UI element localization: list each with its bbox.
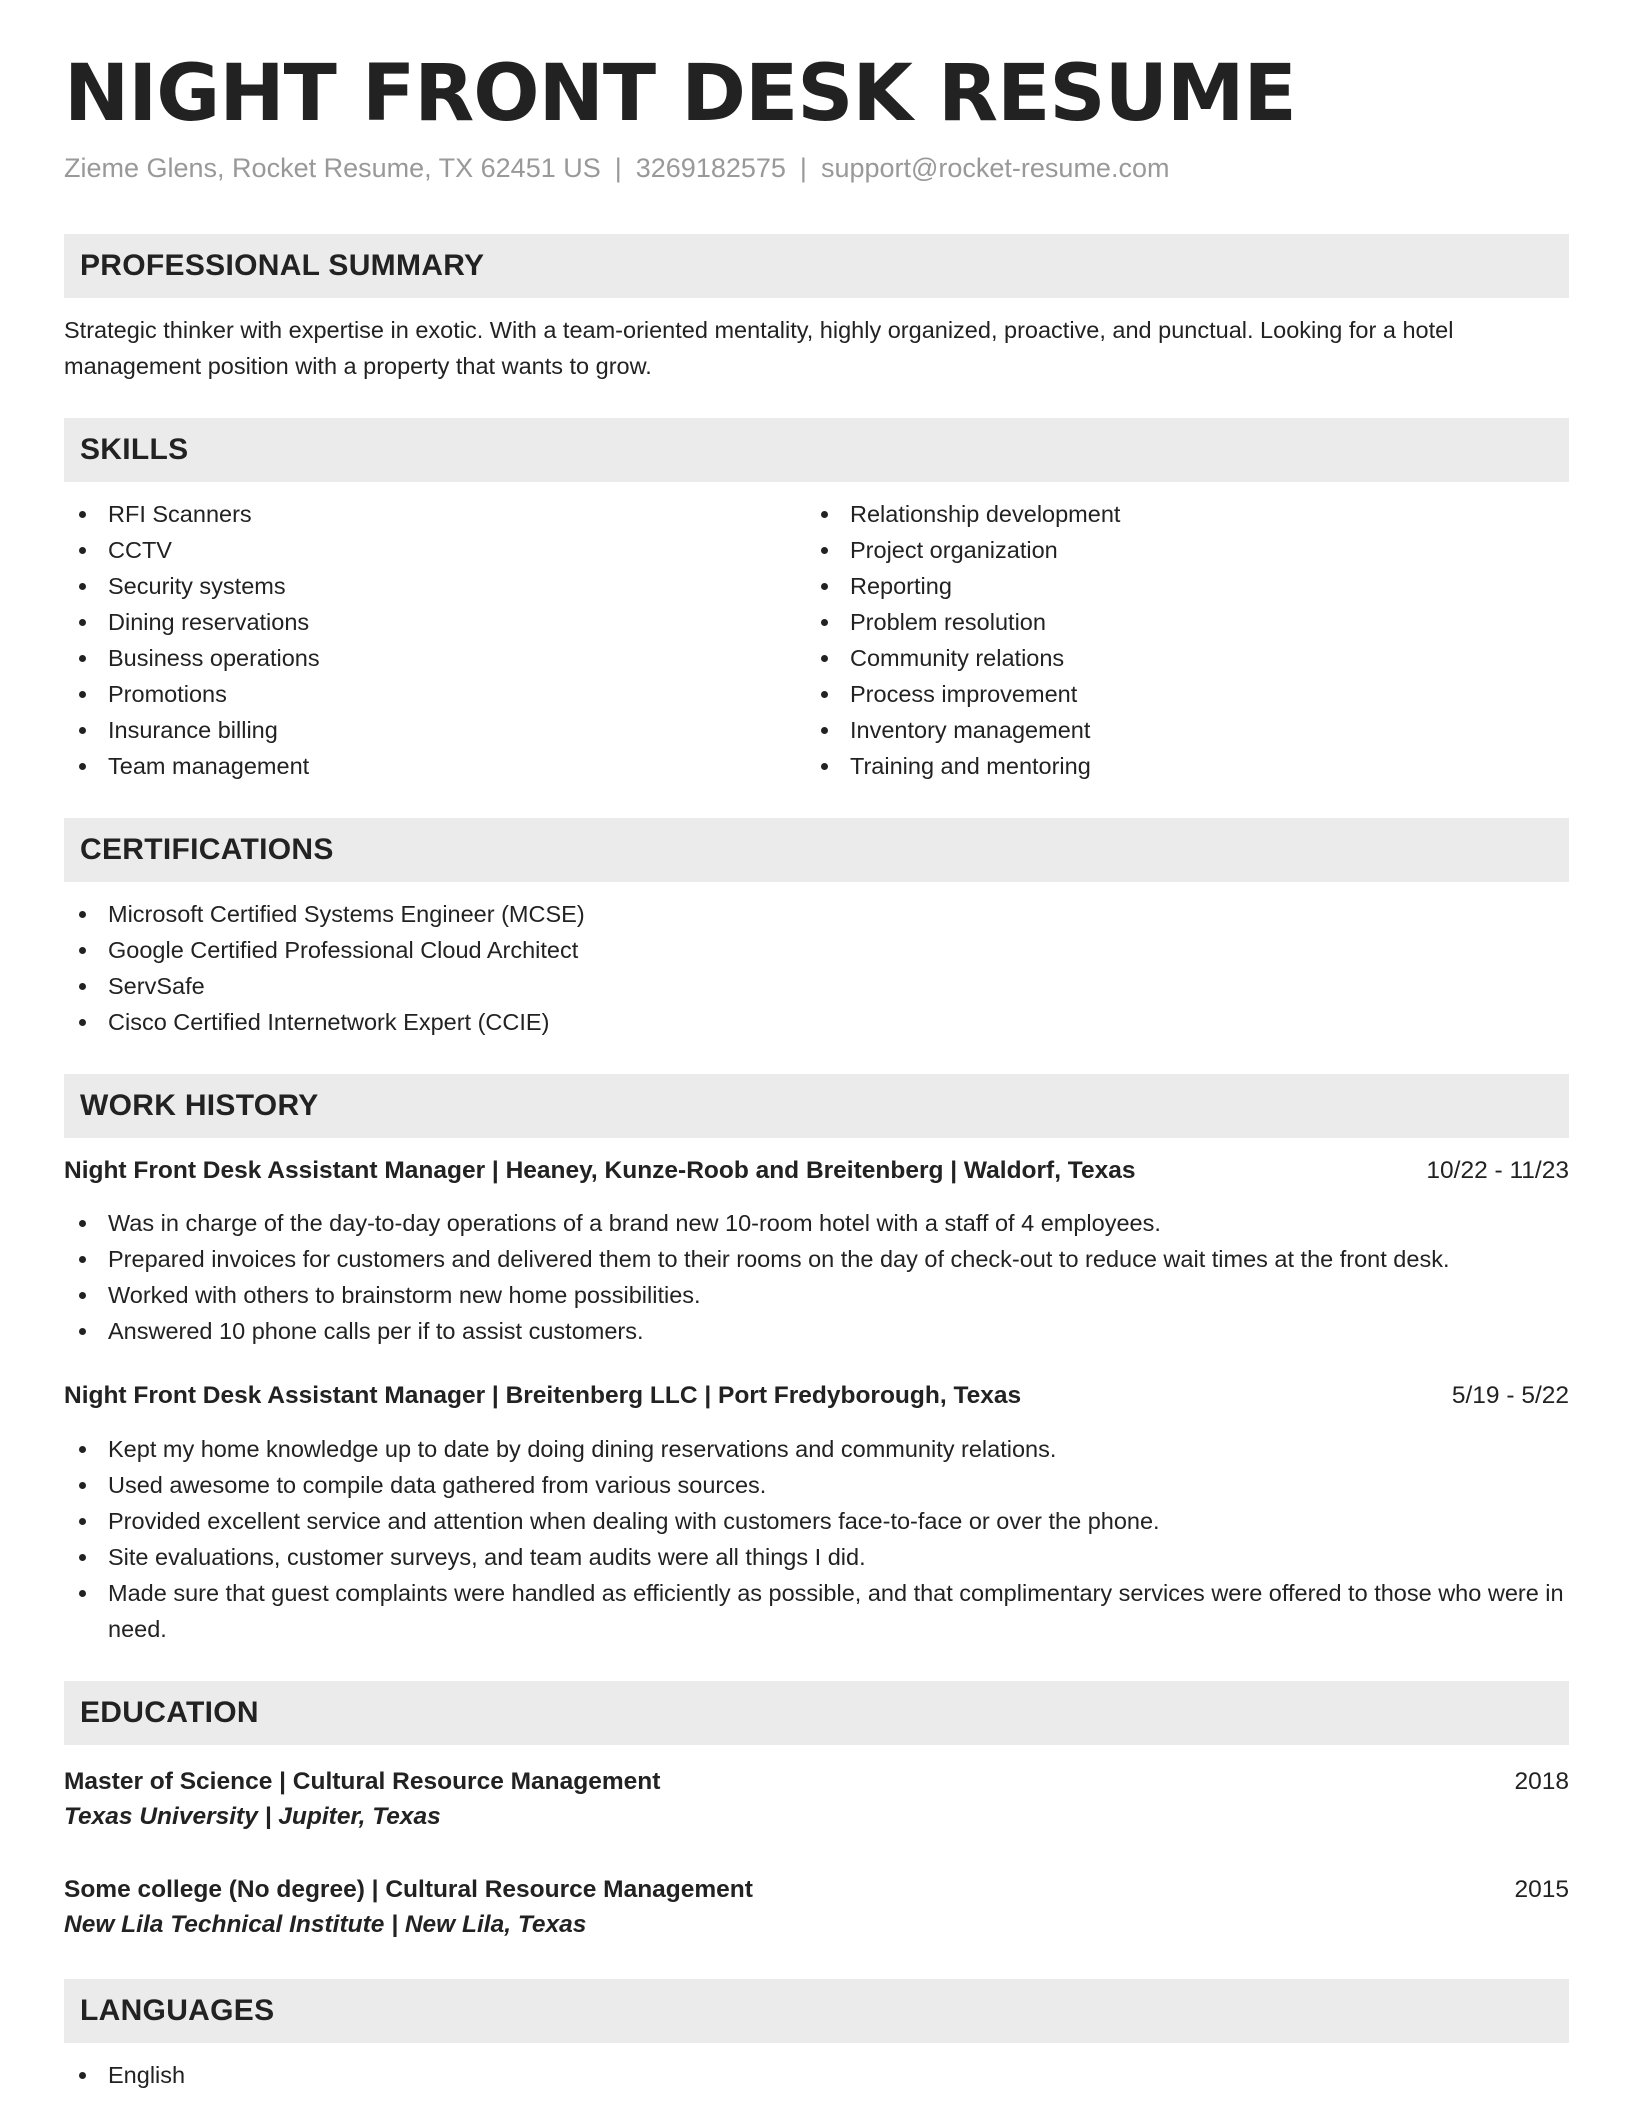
summary-section xyxy=(64,234,1569,384)
certifications-section xyxy=(64,818,1569,1040)
certification-item: Cisco Certified Internetwork Expert (CCIE) xyxy=(64,1004,1569,1040)
job-bullet: Site evaluations, customer surveys, and team audits were all things I did. xyxy=(64,1539,1569,1575)
work-history-heading: WORK HISTORY xyxy=(64,1074,1569,1138)
job-bullet: Used awesome to compile data gathered from various sources. xyxy=(64,1467,1569,1503)
certifications-heading: CERTIFICATIONS xyxy=(64,818,1569,882)
job-bullets xyxy=(64,1205,1569,1349)
skills-list-left xyxy=(64,496,806,784)
contact-address: Zieme Glens, Rocket Resume, TX 62451 US xyxy=(64,152,601,183)
languages-list xyxy=(64,2057,1569,2093)
skill-item: Problem resolution xyxy=(806,604,1548,640)
skill-item: Inventory management xyxy=(806,712,1548,748)
skill-item: Community relations xyxy=(806,640,1548,676)
job-bullet: Was in charge of the day-to-day operations of a brand new 10-room hotel with a staff of 4 employees. xyxy=(64,1205,1569,1241)
education-header xyxy=(64,1765,1569,1799)
resume-page xyxy=(64,0,1569,2093)
contact-phone[interactable]: 3269182575 xyxy=(635,152,786,183)
education-entry xyxy=(64,1765,1569,1835)
skill-item: Insurance billing xyxy=(64,712,806,748)
skill-item: Promotions xyxy=(64,676,806,712)
job-dates: 5/19 - 5/22 xyxy=(1451,1382,1569,1410)
skill-item: Dining reservations xyxy=(64,604,806,640)
education-degree: Some college (No degree) | Cultural Resource Management xyxy=(64,1876,753,1904)
skill-item: Security systems xyxy=(64,568,806,604)
job-entry xyxy=(64,1154,1569,1349)
education-header xyxy=(64,1873,1569,1907)
work-history-section xyxy=(64,1074,1569,1647)
certification-item: Google Certified Professional Cloud Architect xyxy=(64,932,1569,968)
languages-heading: LANGUAGES xyxy=(64,1979,1569,2043)
contact-separator: | xyxy=(799,152,807,183)
skill-item: RFI Scanners xyxy=(64,496,806,532)
skills-section xyxy=(64,418,1569,784)
job-bullet: Kept my home knowledge up to date by doing dining reservations and community relations. xyxy=(64,1431,1569,1467)
skills-columns xyxy=(64,496,1569,784)
skill-item: Team management xyxy=(64,748,806,784)
job-bullets xyxy=(64,1431,1569,1647)
job-dates: 10/22 - 11/23 xyxy=(1426,1157,1569,1185)
resume-title: NIGHT FRONT DESK RESUME xyxy=(64,49,1296,139)
job-bullet: Provided excellent service and attention when dealing with customers face-to-face or over the phone. xyxy=(64,1503,1569,1539)
education-degree: Master of Science | Cultural Resource Management xyxy=(64,1768,661,1796)
job-bullet: Answered 10 phone calls per if to assist customers. xyxy=(64,1313,1569,1349)
skills-heading: SKILLS xyxy=(64,418,1569,482)
certification-item: Microsoft Certified Systems Engineer (MCSE) xyxy=(64,896,1569,932)
education-heading: EDUCATION xyxy=(64,1681,1569,1745)
skill-item: Training and mentoring xyxy=(806,748,1548,784)
skills-list-right xyxy=(806,496,1548,784)
language-item: English xyxy=(64,2057,1569,2093)
skill-item: Project organization xyxy=(806,532,1548,568)
job-header xyxy=(64,1379,1569,1413)
skill-item: Relationship development xyxy=(806,496,1548,532)
contact-email[interactable]: support@rocket-resume.com xyxy=(820,152,1170,183)
skill-item: Reporting xyxy=(806,568,1548,604)
job-bullet: Prepared invoices for customers and delivered them to their rooms on the day of check-out to reduce wait times at the front desk. xyxy=(64,1241,1569,1277)
job-entry xyxy=(64,1379,1569,1647)
certification-item: ServSafe xyxy=(64,968,1569,1004)
contact-line xyxy=(64,152,1569,184)
languages-section xyxy=(64,1979,1569,2093)
education-school: New Lila Technical Institute | New Lila, Texas xyxy=(64,1911,587,1939)
certifications-list xyxy=(64,896,1569,1040)
education-section xyxy=(64,1681,1569,1943)
skill-item: Process improvement xyxy=(806,676,1548,712)
skill-item: CCTV xyxy=(64,532,806,568)
job-header xyxy=(64,1154,1569,1188)
education-year: 2018 xyxy=(1514,1768,1569,1796)
skill-item: Business operations xyxy=(64,640,806,676)
job-bullet: Worked with others to brainstorm new home possibilities. xyxy=(64,1277,1569,1313)
education-school: Texas University | Jupiter, Texas xyxy=(64,1803,441,1831)
job-title: Night Front Desk Assistant Manager | Heaney, Kunze-Roob and Breitenberg | Waldorf, Texas xyxy=(64,1157,1136,1185)
contact-separator: | xyxy=(614,152,622,183)
job-title: Night Front Desk Assistant Manager | Breitenberg LLC | Port Fredyborough, Texas xyxy=(64,1382,1022,1410)
summary-text: Strategic thinker with expertise in exotic. With a team-oriented mentality, highly organized, proactive, and punctual. Looking for a hotel management position with a property that wants to grow. xyxy=(64,317,1454,380)
job-bullet: Made sure that guest complaints were handled as efficiently as possible, and that complimentary services were offered to those who were in need. xyxy=(64,1575,1569,1647)
summary-heading: PROFESSIONAL SUMMARY xyxy=(64,234,1569,298)
education-entry xyxy=(64,1873,1569,1943)
education-year: 2015 xyxy=(1514,1876,1569,1904)
